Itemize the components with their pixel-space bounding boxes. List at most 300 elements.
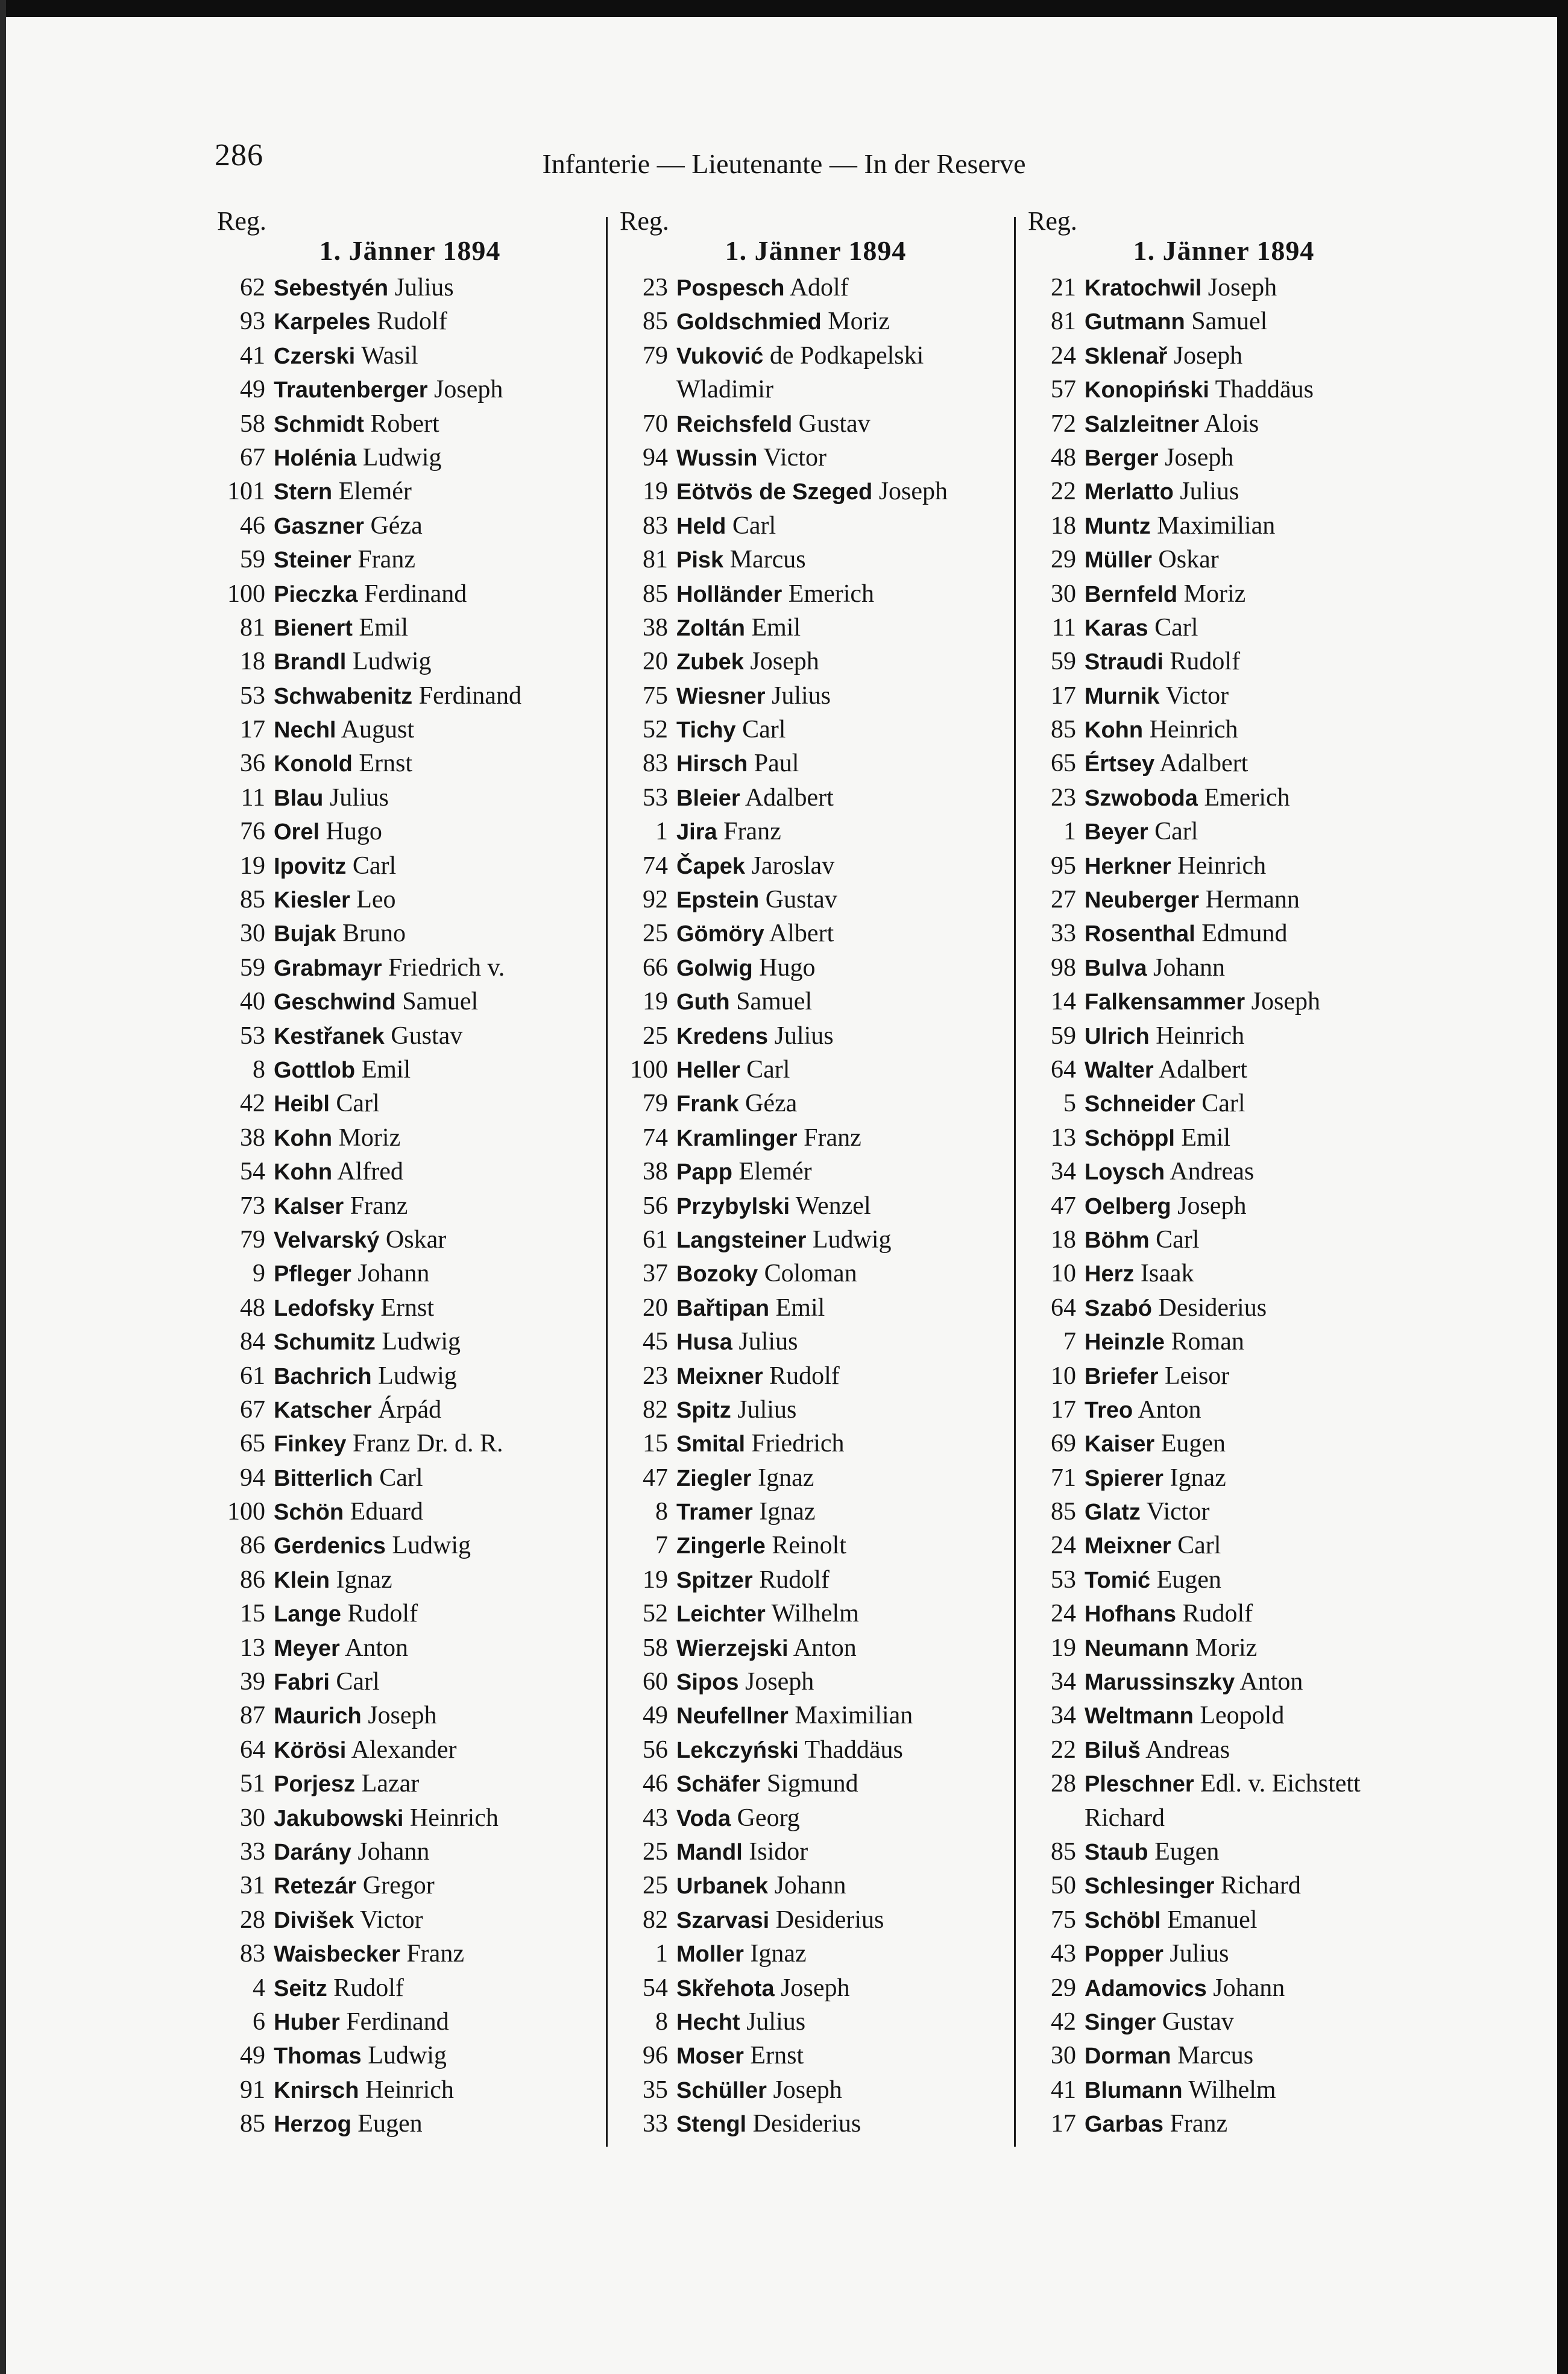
given-name: Emerich <box>1204 783 1290 812</box>
given-name: Eugen <box>1154 1837 1220 1866</box>
given-name: de Podkapelski <box>769 341 924 370</box>
regiment-number: 18 <box>240 648 265 676</box>
regiment-number: 75 <box>1051 1905 1076 1934</box>
surname: Meixner <box>676 1363 763 1389</box>
given-name: Bruno <box>342 920 406 948</box>
given-name: Ferdinand <box>364 579 467 608</box>
surname: Weltmann <box>1085 1703 1194 1729</box>
regiment-number: 83 <box>643 750 668 778</box>
list-item <box>217 1087 603 1120</box>
list-item <box>620 849 1012 883</box>
surname: Kramlinger <box>676 1125 798 1151</box>
surname: Értsey <box>1085 751 1155 777</box>
regiment-number: 35 <box>643 2076 668 2104</box>
regiment-number: 34 <box>1051 1702 1076 1730</box>
list-item <box>217 1427 603 1460</box>
given-name: Ludwig <box>382 1328 461 1356</box>
list-item <box>1028 2073 1420 2107</box>
given-name: Victor <box>359 1905 423 1934</box>
surname: Neuberger <box>1085 888 1200 914</box>
surname: Reichsfeld <box>676 411 793 437</box>
given-name: Friedrich <box>751 1430 845 1458</box>
list-item <box>217 407 603 441</box>
surname: Bozoky <box>676 1261 758 1287</box>
surname: Singer <box>1085 2009 1156 2035</box>
list-item <box>1028 883 1420 917</box>
given-name: Emerich <box>788 579 875 608</box>
list-item <box>1028 1155 1420 1189</box>
list-item <box>217 1053 603 1087</box>
given-name: Desiderius <box>1158 1293 1267 1322</box>
regiment-number: 65 <box>240 1430 265 1458</box>
given-name: Alfred <box>337 1158 403 1186</box>
surname: Goldschmied <box>676 309 822 335</box>
given-name: Julius <box>746 2007 806 2036</box>
regiment-number: 8 <box>655 2007 668 2036</box>
surname: Wussin <box>676 445 758 471</box>
surname: Falkensammer <box>1085 990 1245 1015</box>
list-item <box>620 1155 1012 1189</box>
regiment-number: 47 <box>643 1463 668 1492</box>
reg-label: Reg. <box>620 206 669 236</box>
surname: Trautenberger <box>274 377 428 403</box>
given-name: Carl <box>742 716 786 744</box>
given-name: Maximilian <box>1157 511 1276 540</box>
list-item <box>217 1325 603 1359</box>
regiment-number: 11 <box>1051 613 1076 642</box>
regiment-number: 76 <box>240 818 265 846</box>
list-item <box>1028 1053 1420 1087</box>
surname: Gottlob <box>274 1057 356 1083</box>
regiment-number: 86 <box>240 1532 265 1560</box>
list-item <box>620 611 1012 645</box>
list-item <box>217 985 603 1018</box>
regiment-number: 62 <box>240 274 265 301</box>
regiment-number: 81 <box>1051 308 1076 336</box>
surname: Biluš <box>1085 1737 1141 1763</box>
regiment-number: 23 <box>643 274 668 301</box>
list-item <box>1028 1019 1420 1053</box>
surname: Kohn <box>274 1160 333 1185</box>
list-item <box>1028 475 1420 508</box>
regiment-number: 53 <box>240 681 265 710</box>
surname: Neumann <box>1085 1635 1189 1661</box>
list-item <box>217 1597 603 1631</box>
given-name: Leopold <box>1200 1702 1285 1730</box>
given-name: Andreas <box>1145 1735 1230 1764</box>
given-name: Emil <box>751 613 801 642</box>
surname: Seitz <box>274 1975 327 2001</box>
regiment-number: 65 <box>1051 750 1076 778</box>
given-name: Rudolf <box>759 1565 830 1594</box>
list-item <box>620 1971 1012 2005</box>
surname: Lekczyński <box>676 1737 799 1763</box>
surname: Schön <box>274 1500 344 1526</box>
given-name: Julius <box>772 681 831 710</box>
given-name: Heinrich <box>1177 851 1267 880</box>
given-name: Gregor <box>362 1872 435 1900</box>
surname: Tomić <box>1085 1567 1151 1593</box>
surname: Moser <box>676 2044 744 2069</box>
list-item <box>217 373 603 406</box>
given-name: Emanuel <box>1167 1905 1258 1934</box>
given-name: Alois <box>1204 409 1259 438</box>
regiment-number: 24 <box>1051 1600 1076 1628</box>
surname: Schwabenitz <box>274 683 413 709</box>
surname: Vuković <box>676 343 764 369</box>
surname: Frank <box>676 1091 739 1117</box>
scan-border-right <box>1557 0 1568 2374</box>
given-name: Johann <box>357 1837 430 1866</box>
list-item <box>620 679 1012 713</box>
given-name: Joseph <box>781 1974 850 2002</box>
surname: Leichter <box>676 1602 766 1627</box>
list-item <box>620 407 1012 441</box>
list-item <box>217 1563 603 1597</box>
regiment-number: 43 <box>643 1804 668 1832</box>
surname: Müller <box>1085 548 1152 573</box>
surname: Bachrich <box>274 1363 372 1389</box>
list-item <box>620 1767 1012 1801</box>
regiment-number: 59 <box>240 546 265 574</box>
regiment-number: 85 <box>1051 1837 1076 1866</box>
regiment-number: 18 <box>1051 1225 1076 1254</box>
regiment-number: 4 <box>253 1974 265 2002</box>
surname: Bitterlich <box>274 1465 373 1491</box>
regiment-number: 48 <box>240 1293 265 1322</box>
list-item <box>217 917 603 950</box>
surname: Gerdenics <box>274 1533 386 1559</box>
list-item <box>1028 1529 1420 1562</box>
regiment-number: 48 <box>1051 443 1076 472</box>
list-item <box>1028 645 1420 678</box>
surname: Jakubowski <box>274 1805 404 1831</box>
surname: Walter <box>1085 1057 1154 1083</box>
list-item <box>620 713 1012 747</box>
regiment-number: 54 <box>240 1158 265 1186</box>
regiment-number: 60 <box>643 1668 668 1696</box>
regiment-number: 25 <box>643 1837 668 1866</box>
given-name: Coloman <box>764 1260 857 1288</box>
given-name: Hermann <box>1205 886 1300 914</box>
regiment-number: 73 <box>240 1192 265 1220</box>
given-name: Carl <box>1154 613 1198 642</box>
surname: Klein <box>274 1567 330 1593</box>
regiment-number: 87 <box>240 1702 265 1730</box>
list-item <box>217 781 603 815</box>
surname: Ipovitz <box>274 853 347 879</box>
list-item <box>1028 1631 1420 1665</box>
surname: Treo <box>1085 1397 1133 1423</box>
regiment-number: 51 <box>240 1770 265 1798</box>
surname: Geschwind <box>274 990 396 1015</box>
list-item <box>217 849 603 883</box>
given-name: Emil <box>361 1055 411 1084</box>
regiment-number: 41 <box>1051 2076 1076 2104</box>
list-item <box>217 713 603 747</box>
given-name: Franz <box>723 818 781 846</box>
surname: Schüller <box>676 2077 767 2103</box>
regiment-number: 74 <box>643 851 668 880</box>
surname: Hofhans <box>1085 1602 1176 1627</box>
list-item <box>217 1019 603 1053</box>
surname: Bařtipan <box>676 1295 770 1321</box>
regiment-number: 24 <box>1051 1532 1076 1560</box>
regiment-number: 85 <box>1051 716 1076 744</box>
given-name: Franz <box>804 1123 861 1152</box>
list-item <box>1028 951 1420 985</box>
list-item <box>620 883 1012 917</box>
surname: Meixner <box>1085 1533 1171 1559</box>
list-item <box>1028 611 1420 645</box>
given-name: Oskar <box>1158 546 1219 574</box>
given-name: Johann <box>357 1260 430 1288</box>
regiment-number: 79 <box>643 341 668 370</box>
surname: Merlatto <box>1085 479 1174 505</box>
regiment-number: 52 <box>643 1600 668 1628</box>
surname: Schneider <box>1085 1091 1195 1117</box>
surname: Zubek <box>676 649 744 675</box>
list-item <box>217 509 603 543</box>
list-item <box>1028 985 1420 1018</box>
list-item <box>620 1257 1012 1290</box>
given-name: Anton <box>793 1634 857 1662</box>
surname: Ulrich <box>1085 1023 1150 1049</box>
list-item <box>217 1359 603 1393</box>
given-name: Ludwig <box>378 1362 457 1390</box>
regiment-number: 96 <box>643 2042 668 2070</box>
list-item <box>620 475 1012 508</box>
surname: Kredens <box>676 1023 769 1049</box>
given-name: Emil <box>359 613 409 642</box>
regiment-number: 81 <box>240 613 265 642</box>
list-item <box>620 2039 1012 2073</box>
surname: Husa <box>676 1330 732 1356</box>
regiment-number: 91 <box>240 2076 265 2104</box>
surname: Kohn <box>274 1125 333 1151</box>
regiment-number: 36 <box>240 750 265 778</box>
given-name: Ludwig <box>812 1225 892 1254</box>
given-name: Maximilian <box>795 1702 913 1730</box>
given-name: Adalbert <box>1159 750 1248 778</box>
surname: Neufellner <box>676 1703 789 1729</box>
surname: Zoltán <box>676 615 745 641</box>
given-name: Friedrich v. <box>388 953 505 982</box>
reg-label: Reg. <box>217 206 266 236</box>
regiment-number: 1 <box>655 818 668 846</box>
surname: Pfleger <box>274 1261 351 1287</box>
regiment-number: 72 <box>1051 409 1076 438</box>
regiment-number: 79 <box>643 1090 668 1118</box>
surname: Papp <box>676 1160 732 1185</box>
list-item <box>1028 1087 1420 1120</box>
regiment-number: 101 <box>227 478 265 506</box>
given-name: Thaddäus <box>1215 376 1314 404</box>
list-item <box>217 1189 603 1223</box>
list-item <box>1028 339 1420 373</box>
given-name: Julius <box>329 783 389 812</box>
regiment-number: 85 <box>240 2110 265 2138</box>
given-name: Joseph <box>1251 988 1320 1016</box>
regiment-number: 24 <box>1051 341 1076 370</box>
regiment-number: 15 <box>240 1600 265 1628</box>
list-item <box>1028 747 1420 780</box>
list-item <box>217 2107 603 2141</box>
regiment-number: 49 <box>240 2042 265 2070</box>
surname: Kiesler <box>274 888 350 914</box>
surname: Stern <box>274 479 333 505</box>
surname: Pieczka <box>274 581 358 607</box>
given-name: Gustav <box>765 886 837 914</box>
list-item <box>1028 1189 1420 1223</box>
list-item <box>217 271 603 305</box>
given-name: Carl <box>352 851 397 880</box>
regiment-number: 82 <box>643 1905 668 1934</box>
regiment-number: 38 <box>643 613 668 642</box>
list-item <box>620 1699 1012 1732</box>
surname: Thomas <box>274 2044 362 2069</box>
list-item <box>1028 373 1420 406</box>
list-item <box>1028 1597 1420 1631</box>
regiment-number: 7 <box>1063 1328 1076 1356</box>
surname: Kestřanek <box>274 1023 385 1049</box>
surname: Smital <box>676 1432 746 1457</box>
list-item <box>217 951 603 985</box>
given-name: Johann <box>1213 1974 1285 2002</box>
surname: Held <box>676 513 726 539</box>
list-item <box>1028 1121 1420 1155</box>
surname: Ledofsky <box>274 1295 374 1321</box>
given-name: Wasil <box>361 341 418 370</box>
surname: Dorman <box>1085 2044 1171 2069</box>
given-name: Victor <box>763 443 827 472</box>
surname: Körösi <box>274 1737 347 1763</box>
regiment-number: 14 <box>1051 988 1076 1016</box>
given-name: August <box>341 716 415 744</box>
given-name: Franz <box>357 546 415 574</box>
regiment-number: 1 <box>1063 818 1076 846</box>
regiment-number: 85 <box>240 886 265 914</box>
list-item <box>217 1631 603 1665</box>
list-item <box>1028 1325 1420 1359</box>
given-name: Joseph <box>750 648 819 676</box>
regiment-number: 86 <box>240 1565 265 1594</box>
regiment-number: 93 <box>240 308 265 336</box>
surname: Szwoboda <box>1085 785 1198 811</box>
surname: Tramer <box>676 1500 753 1526</box>
surname: Heinzle <box>1085 1330 1165 1356</box>
regiment-number: 19 <box>643 1565 668 1594</box>
regiment-number: 38 <box>643 1158 668 1186</box>
list-item <box>1028 1665 1420 1699</box>
list-item <box>620 1495 1012 1529</box>
regiment-number: 37 <box>643 1260 668 1288</box>
given-name: Desiderius <box>752 2110 861 2138</box>
regiment-number: 19 <box>643 478 668 506</box>
regiment-number: 69 <box>1051 1430 1076 1458</box>
regiment-number: 19 <box>1051 1634 1076 1662</box>
regiment-number: 94 <box>643 443 668 472</box>
regiment-number: 10 <box>1051 1260 1076 1288</box>
regiment-number: 13 <box>1051 1123 1076 1152</box>
reg-label: Reg. <box>1028 206 1077 236</box>
regiment-number: 56 <box>643 1192 668 1220</box>
given-name: Julius <box>774 1021 834 1050</box>
surname: Bienert <box>274 615 353 641</box>
regiment-number: 61 <box>240 1362 265 1390</box>
entry-list <box>217 271 603 2141</box>
list-item <box>620 577 1012 611</box>
surname: Sipos <box>676 1670 739 1696</box>
surname: Schumitz <box>274 1330 376 1356</box>
given-name: Emil <box>775 1293 825 1322</box>
regiment-number: 71 <box>1051 1463 1076 1492</box>
regiment-number: 53 <box>1051 1565 1076 1594</box>
given-name: Julius <box>737 1395 797 1424</box>
surname: Eötvös de Szeged <box>676 479 873 505</box>
given-name: Paul <box>754 750 799 778</box>
surname: Schmidt <box>274 411 364 437</box>
surname: Gömöry <box>676 921 764 947</box>
regiment-number: 64 <box>1051 1293 1076 1322</box>
surname: Zingerle <box>676 1533 766 1559</box>
given-name: Lazar <box>361 1770 420 1798</box>
list-item <box>620 339 1012 373</box>
regiment-number: 58 <box>643 1634 668 1662</box>
list-item <box>1028 1359 1420 1393</box>
regiment-number: 30 <box>240 1804 265 1832</box>
surname: Heibl <box>274 1091 330 1117</box>
given-name: Rudolf <box>769 1362 840 1390</box>
surname: Kratochwil <box>1085 276 1202 301</box>
surname: Kaiser <box>1085 1432 1155 1457</box>
list-item <box>217 1937 603 1971</box>
regiment-number: 64 <box>240 1735 265 1764</box>
surname: Voda <box>676 1805 731 1831</box>
given-name: Leisor <box>1165 1362 1230 1390</box>
surname: Jira <box>676 819 717 845</box>
given-name: Johann <box>774 1872 846 1900</box>
list-item <box>217 1971 603 2005</box>
surname: Bujak <box>274 921 336 947</box>
regiment-number: 81 <box>643 546 668 574</box>
regiment-number: 58 <box>240 409 265 438</box>
surname: Katscher <box>274 1397 372 1423</box>
list-item <box>620 1121 1012 1155</box>
list-item <box>620 1393 1012 1427</box>
given-name: Moriz <box>828 308 890 336</box>
regiment-number: 59 <box>1051 648 1076 676</box>
regiment-number: 43 <box>1051 1940 1076 1968</box>
regiment-number: 34 <box>1051 1158 1076 1186</box>
list-item <box>217 1801 603 1835</box>
list-item <box>620 1461 1012 1495</box>
given-name: Carl <box>1177 1532 1221 1560</box>
surname: Kohn <box>1085 718 1144 743</box>
surname: Golwig <box>676 955 753 981</box>
list-item <box>217 305 603 338</box>
surname: Herkner <box>1085 853 1171 879</box>
list-item <box>620 1189 1012 1223</box>
list-item <box>620 1801 1012 1835</box>
given-name: Carl <box>336 1668 380 1696</box>
surname: Maurich <box>274 1703 362 1729</box>
list-item <box>217 577 603 611</box>
given-name: Victor <box>1165 681 1229 710</box>
given-name: Ferdinand <box>418 681 521 710</box>
list-item <box>1028 2039 1420 2073</box>
given-name: Ludwig <box>392 1532 471 1560</box>
